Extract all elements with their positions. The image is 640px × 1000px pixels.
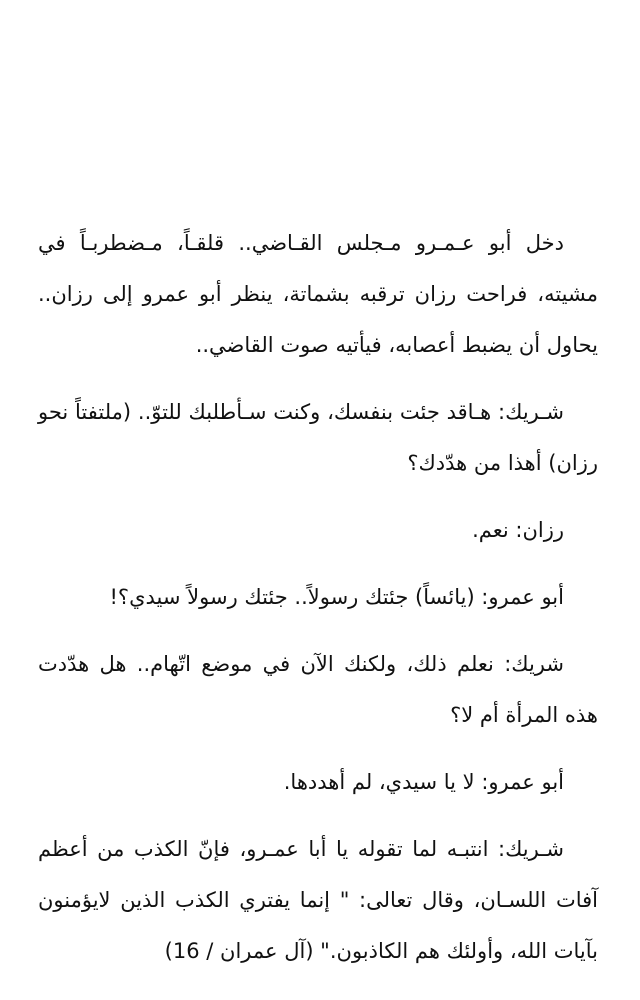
dialogue-paragraph: شريك: نعلم ذلك، ولكنك الآن في موضع اتّهام.. هل هدّدت هذه المرأة أم لا؟: [38, 652, 598, 727]
dialogue-paragraph: أبو عمرو: (يائساً) جئتك رسولاً.. جئتك رسولاً سيدي؟!: [109, 585, 564, 609]
dialogue-paragraph: شـريك: هـاقد جئت بنفسك، وكنت سـأطلبك للتوّ.. (ملتفتاً نحو رزان) أهذا من هدّدك؟: [38, 400, 598, 475]
narration-paragraph: دخل أبو عـمـرو مـجلس القـاضي.. قلقـاً، مـضطربـاً في مشيته، فراحت رزان ترقبه بشماتة، ينظر أبو عمرو إلى رزان.. يحاول أن يضبط أعصابه، فيأتيه صوت القاضي..: [38, 231, 598, 357]
document-page: [38, 218, 598, 977]
dialogue-paragraph: شـريك: انتبـه لما تقوله يا أبا عمـرو، فإنّ الكذب من أعظم آفات اللسـان، وقال تعالى: " إنما يفتري الكذب الذين لايؤمنون بآيات الله، وأولئك هم الكاذبون." (آل عمران / 16): [38, 837, 598, 963]
dialogue-paragraph: رزان: نعم.: [472, 518, 564, 542]
dialogue-paragraph: أبو عمرو: لا يا سيدي، لم أهددها.: [283, 770, 564, 794]
